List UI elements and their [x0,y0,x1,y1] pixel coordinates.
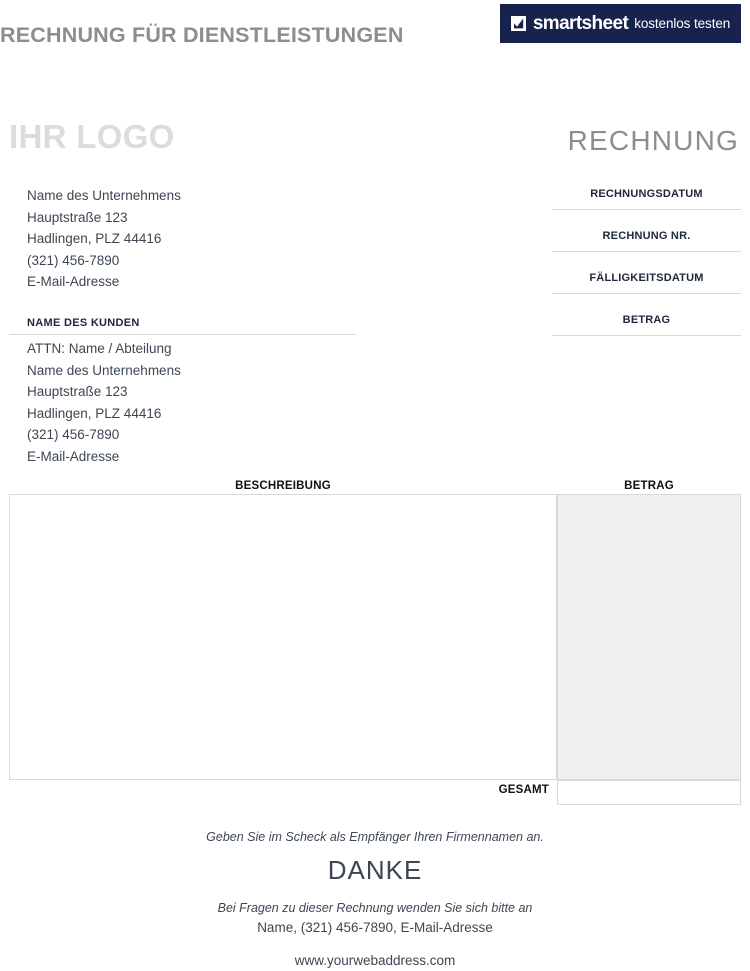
sender-address-block [27,185,181,293]
total-row [9,780,741,805]
invoice-date-rule [552,209,741,210]
invoice-number-rule [552,251,741,252]
payee-note: Geben Sie im Scheck als Empfänger Ihren Firmennamen an. [206,830,544,844]
page-header [0,0,750,60]
bill-to-address-line[interactable]: ATTN: Name / Abteilung [27,341,172,356]
bill-to-address-line[interactable]: (321) 456-7890 [27,427,120,443]
invoice-heading: RECHNUNG [567,125,739,156]
invoice-number-label: RECHNUNG NR. [602,230,691,242]
thanks-message: DANKE [327,855,423,885]
amount-input-cell[interactable] [557,494,741,780]
sender-address-line[interactable]: (321) 456-7890 [27,252,120,268]
column-header-description: BESCHREIBUNG [235,480,331,492]
total-label: GESAMT [498,784,549,796]
footer-website[interactable]: www.yourwebaddress.com [294,953,456,968]
bill-to-address-line[interactable]: Hadlingen, PLZ 44416 [27,405,162,421]
questions-note: Bei Fragen zu dieser Rechnung wenden Sie sich bitte an [217,901,533,915]
sender-address-line[interactable]: E-Mail-Adresse [27,274,120,290]
column-header-amount: BETRAG [624,480,674,492]
page-title: RECHNUNG FÜR DIENSTLEISTUNGEN [0,23,404,47]
sender-address-line[interactable]: Hadlingen, PLZ 44416 [27,231,162,247]
invoice-due-date-rule [552,293,741,294]
line-items-table [9,494,741,780]
footer-contact-line: Name, (321) 456-7890, E-Mail-Adresse [257,920,493,935]
invoice-meta-row-due-date[interactable] [552,269,741,311]
bill-to-heading: NAME DES KUNDEN [27,317,140,329]
description-input-cell[interactable] [9,494,557,780]
invoice-meta-row-amount[interactable] [552,311,741,353]
invoice-amount-label: BETRAG [622,314,671,326]
invoice-due-date-label: FÄLLIGKEITSDATUM [589,272,704,284]
smartsheet-brand-label: smartsheet [532,13,629,34]
smartsheet-tagline-label: kostenlos testen [634,15,731,31]
bill-to-address-block [27,338,181,468]
invoice-date-label: RECHNUNGSDATUM [590,188,703,200]
total-value-cell[interactable] [557,780,741,805]
checkbox-check-icon [511,16,526,31]
invoice-meta-row-date[interactable] [552,185,741,227]
bill-to-rule [9,334,356,335]
sender-address-line[interactable]: Hauptstraße 123 [27,209,128,225]
smartsheet-promo-banner[interactable] [500,4,741,43]
invoice-meta-row-number[interactable] [552,227,741,269]
bill-to-address-line[interactable]: Hauptstraße 123 [27,384,128,400]
invoice-amount-rule [552,335,741,336]
bill-to-address-line[interactable]: E-Mail-Adresse [27,448,120,464]
sender-address-line[interactable]: Name des Unternehmens [27,188,181,203]
logo-placeholder[interactable]: IHR LOGO [9,118,175,155]
bill-to-address-line[interactable]: Name des Unternehmens [27,362,181,378]
invoice-meta-list [552,185,741,353]
invoice-footer [0,828,750,971]
